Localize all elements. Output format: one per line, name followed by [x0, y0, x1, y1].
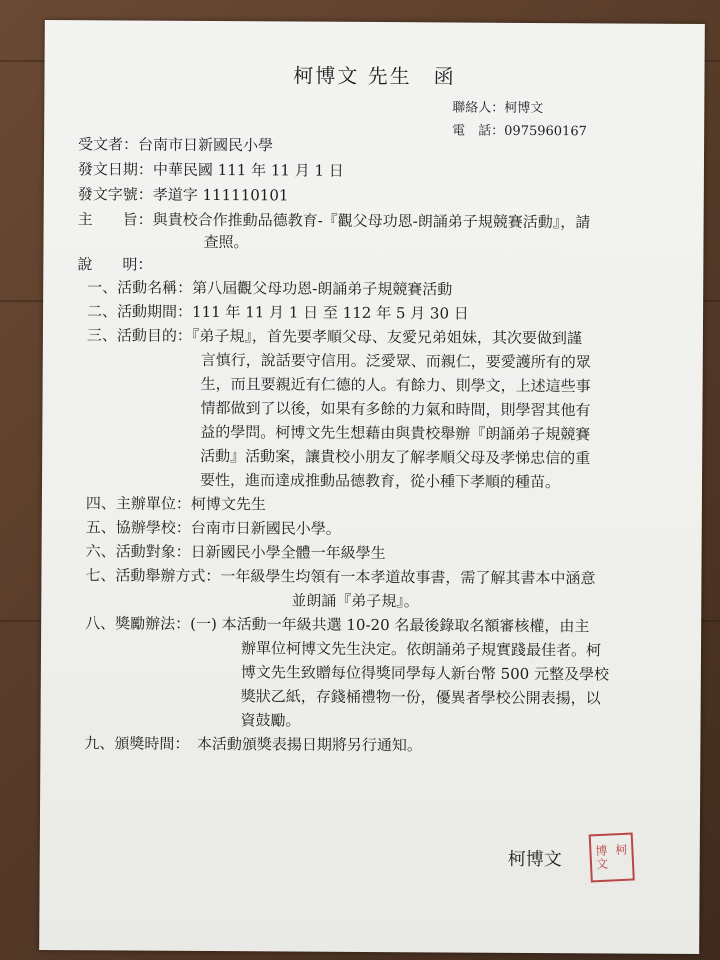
item-purpose: 三、活動目的：『弟子規』，首先要孝順父母、友愛兄弟姐妹，其次要做到謹 — [86, 326, 582, 348]
item-method-cont: 並朗誦『弟子規』。 — [291, 591, 419, 611]
item-purpose-cont: 要性，進而達成推動品德教育，從小種下孝順的種苗。 — [199, 470, 561, 492]
contact-phone: 電 話：0975960167 — [452, 123, 587, 140]
item-method: 七、活動舉辦方式：一年級學生均領有一本孝道故事書，需了解其書本中涵意 — [85, 566, 596, 588]
item-reward-cont: 博文先生致贈每位得獎同學每人新台幣 500 元整及學校 — [240, 663, 610, 684]
item-purpose-cont: 益的學問。柯博文先生想藉由與貴校舉辦『朗誦弟子規競賽 — [200, 422, 591, 444]
recipient: 受文者：台南市日新國民小學 — [78, 135, 274, 155]
item-reward-cont: 辦單位柯博文先生決定。依朗誦弟子規實踐最佳者。柯 — [240, 639, 602, 660]
item-name: 一、活動名稱：第八屆觀父母功恩-朗誦弟子規競賽活動 — [87, 278, 453, 299]
item-audience: 六、活動對象：日新國民小學全體一年級學生 — [85, 542, 386, 563]
item-co-organizer: 五、協辦學校：台南市日新國民小學。 — [85, 518, 341, 538]
item-purpose-cont: 活動』活動案，讓貴校小朋友了解孝順父母及孝悌忠信的重 — [200, 446, 591, 468]
item-organizer: 四、主辦單位：柯博文先生 — [85, 494, 266, 514]
subject-line: 主 旨：與貴校合作推動品德教育-『觀父母功恩-朗誦弟子規競賽活動』，請 — [77, 210, 591, 232]
letter-paper — [39, 20, 705, 954]
item-reward: 八、獎勵辦法：(一) 本活動一年級共選 10-20 名最後錄取名額審核權，由主 — [85, 614, 590, 636]
red-seal-stamp: 博 柯 文 — [589, 832, 635, 882]
contact-person: 聯絡人：柯博文 — [452, 100, 544, 117]
subject-line-cont: 查照。 — [203, 232, 249, 252]
document-number: 發文字號：孝道字 111110101 — [77, 185, 289, 205]
item-period: 二、活動期間：111 年 11 月 1 日 至 112 年 5 月 30 日 — [87, 302, 469, 323]
item-purpose-cont: 生，而且要親近有仁德的人。有餘力、則學文，上述這些事 — [200, 374, 591, 396]
item-purpose-cont: 言慎行，說話要守信用。泛愛眾、而親仁，要愛護所有的眾 — [200, 350, 591, 372]
letter-title: 柯博文 先生 函 — [293, 63, 456, 89]
item-purpose-cont: 情都做到了以後，如果有多餘的力氣和時間，則學習其他有 — [200, 398, 591, 420]
item-reward-cont: 獎狀乙紙，存錢桶禮物一份，優異者學校公開表揚，以 — [240, 687, 601, 708]
item-reward-cont: 資鼓勵。 — [240, 711, 301, 730]
item-award-time: 九、頒獎時間： 本活動頒獎表揚日期將另行通知。 — [84, 734, 422, 755]
issue-date: 發文日期：中華民國 111 年 11 月 1 日 — [77, 160, 344, 180]
explanation-heading: 說 明： — [77, 255, 153, 274]
signature: 柯博文 — [507, 848, 562, 871]
